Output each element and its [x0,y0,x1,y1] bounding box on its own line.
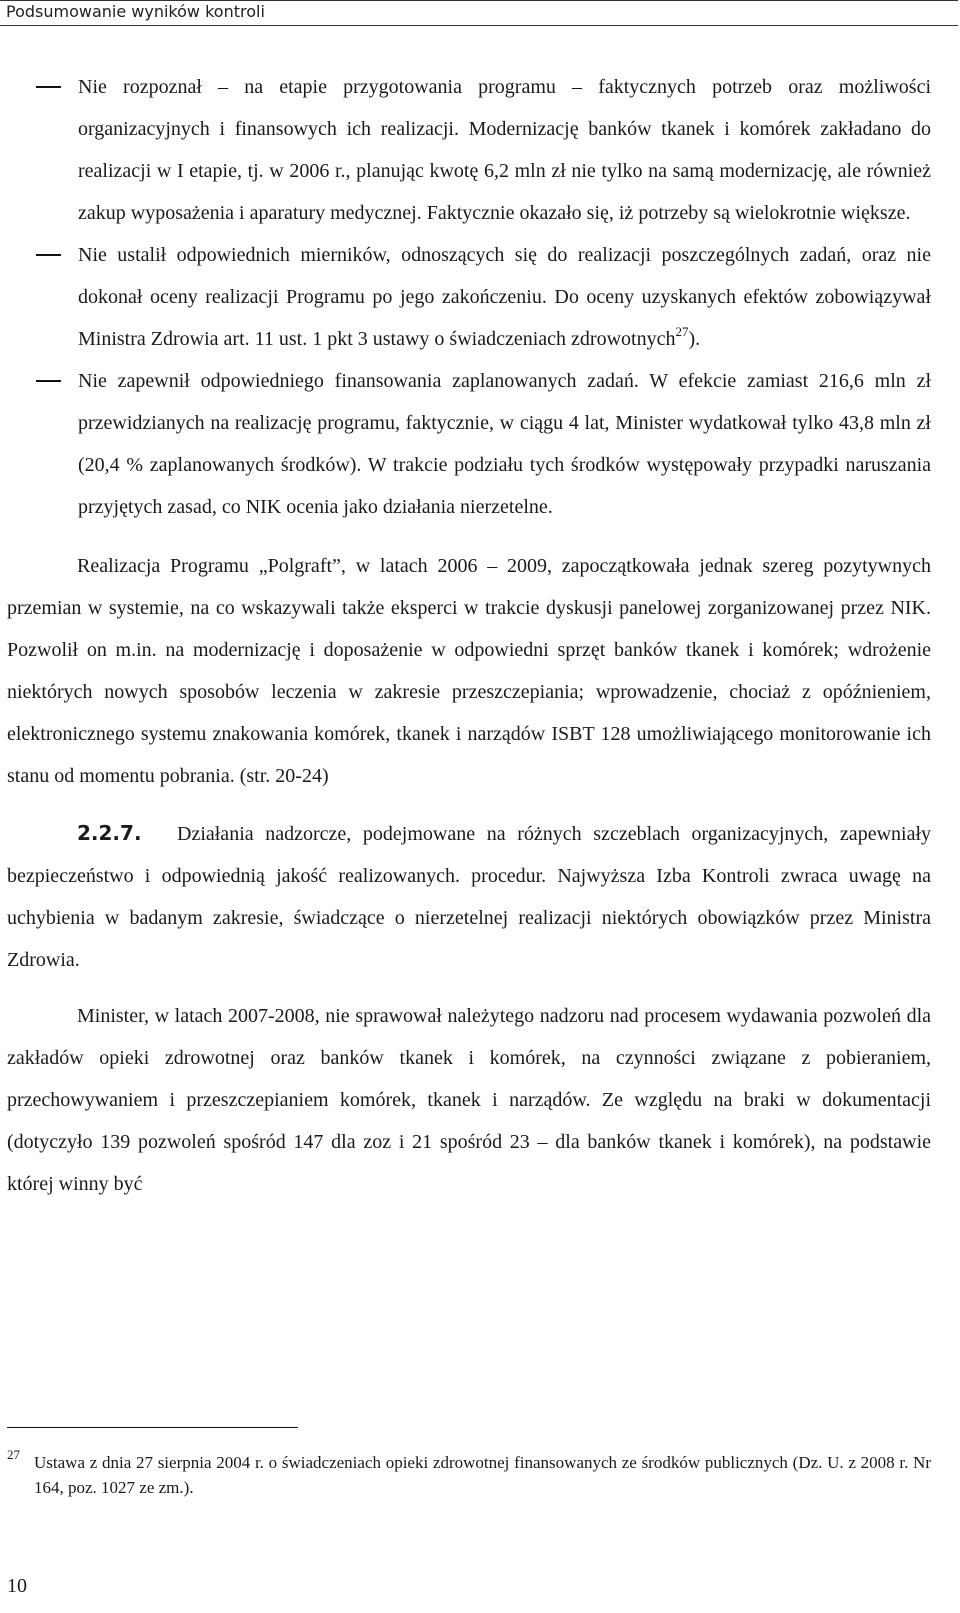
page-body [7,66,931,1205]
page-number: 10 [7,1575,27,1597]
bullet-text: Nie rozpoznał – na etapie przygotowania programu – faktycznych potrzeb oraz możliwości organizacyjnych i finansowych ich realizacji. Modernizację banków tkanek i komórek zakładano do realizacji w I etapie, tj. w 2006 r., planując kwotę 6,2 mln zł nie tylko na samą modernizację, ale również zakup wyposażenia i aparatury medycznej. Faktycznie okazało się, iż potrzeby są wielokrotnie większe. [78,76,931,224]
bullet-list [7,66,931,528]
header-title: Podsumowanie wyników kontroli [6,2,265,21]
dash-bullet-icon [36,86,61,88]
dash-bullet-icon [36,380,61,382]
footnote-text: Ustawa z dnia 27 sierpnia 2004 r. o świadczeniach opieki zdrowotnej finansowanych ze środków publicznych (Dz. U. z 2008 r. Nr 164, poz. 1027 ze zm.). [34,1453,931,1497]
list-item [7,66,931,234]
footnote-reference: 27 [675,324,689,339]
list-item [7,234,931,360]
bullet-text: Nie zapewnił odpowiedniego finansowania zaplanowanych zadań. W efekcie zamiast 216,6 mln zł przewidzianych na realizację programu, faktycznie, w ciągu 4 lat, Minister wydatkował tylko 43,8 mln zł (20,4 % zaplanowanych środków). W trakcie podziału tych środków występowały przypadki naruszania przyjętych zasad, co NIK ocenia jako działania nierzetelne. [78,370,931,518]
section-paragraph [7,812,931,981]
dash-bullet-icon [36,254,61,256]
footnote-separator [7,1427,298,1428]
paragraph-realizacja: Realizacja Programu „Polgraft”, w latach 2006 – 2009, zapoczątkowała jednak szereg pozytywnych przemian w systemie, na co wskazywali także eksperci w trakcie dyskusji panelowej zorganizowanej przez NIK. Pozwolił on m.in. na modernizację i doposażenie w odpowiedni sprzęt banków tkanek i komórek; wdrożenie niektórych nowych sposobów leczenia w zakresie przeszczepiania; wprowadzenie, chociaż z opóźnieniem, elektronicznego systemu znakowania komórek, tkanek i narządów ISBT 128 umożliwiającego monitorowanie ich stanu od momentu pobrania. (str. 20-24) [7,555,931,787]
footnote [7,1447,931,1500]
running-header [0,0,958,26]
footnote-number: 27 [7,1447,20,1462]
paragraph-minister: Minister, w latach 2007-2008, nie sprawował należytego nadzoru nad procesem wydawania pozwoleń dla zakładów opieki zdrowotnej oraz banków tkanek i komórek, na czynności związane z pobieraniem, przechowywaniem i przeszczepianiem komórek, tkanek i narządów. Ze względu na braki w dokumentacji (dotyczyło 139 pozwoleń spośród 147 dla zoz i 21 spośród 23 – dla banków tkanek i komórek), na podstawie której winny być [7,1005,931,1195]
bullet-text: Nie ustalił odpowiednich mierników, odnoszących się do realizacji poszczególnych zadań, oraz nie dokonał oceny realizacji Programu po jego zakończeniu. Do oceny uzyskanych efektów zobowiązywał Ministra Zdrowia art. 11 ust. 1 pkt 3 ustawy o świadczeniach zdrowotnych [78,244,931,350]
section-text: Działania nadzorcze, podejmowane na różnych szczeblach organizacyjnych, zapewniały bezpieczeństwo i odpowiednią jakość realizowanych. procedur. Najwyższa Izba Kontroli zwraca uwagę na uchybienia w badanym zakresie, świadczące o nierzetelnej realizacji niektórych obowiązków przez Ministra Zdrowia. [7,823,931,971]
bullet-text-end: ). [688,328,701,350]
section-number: 2.2.7. [77,821,142,845]
list-item [7,360,931,528]
